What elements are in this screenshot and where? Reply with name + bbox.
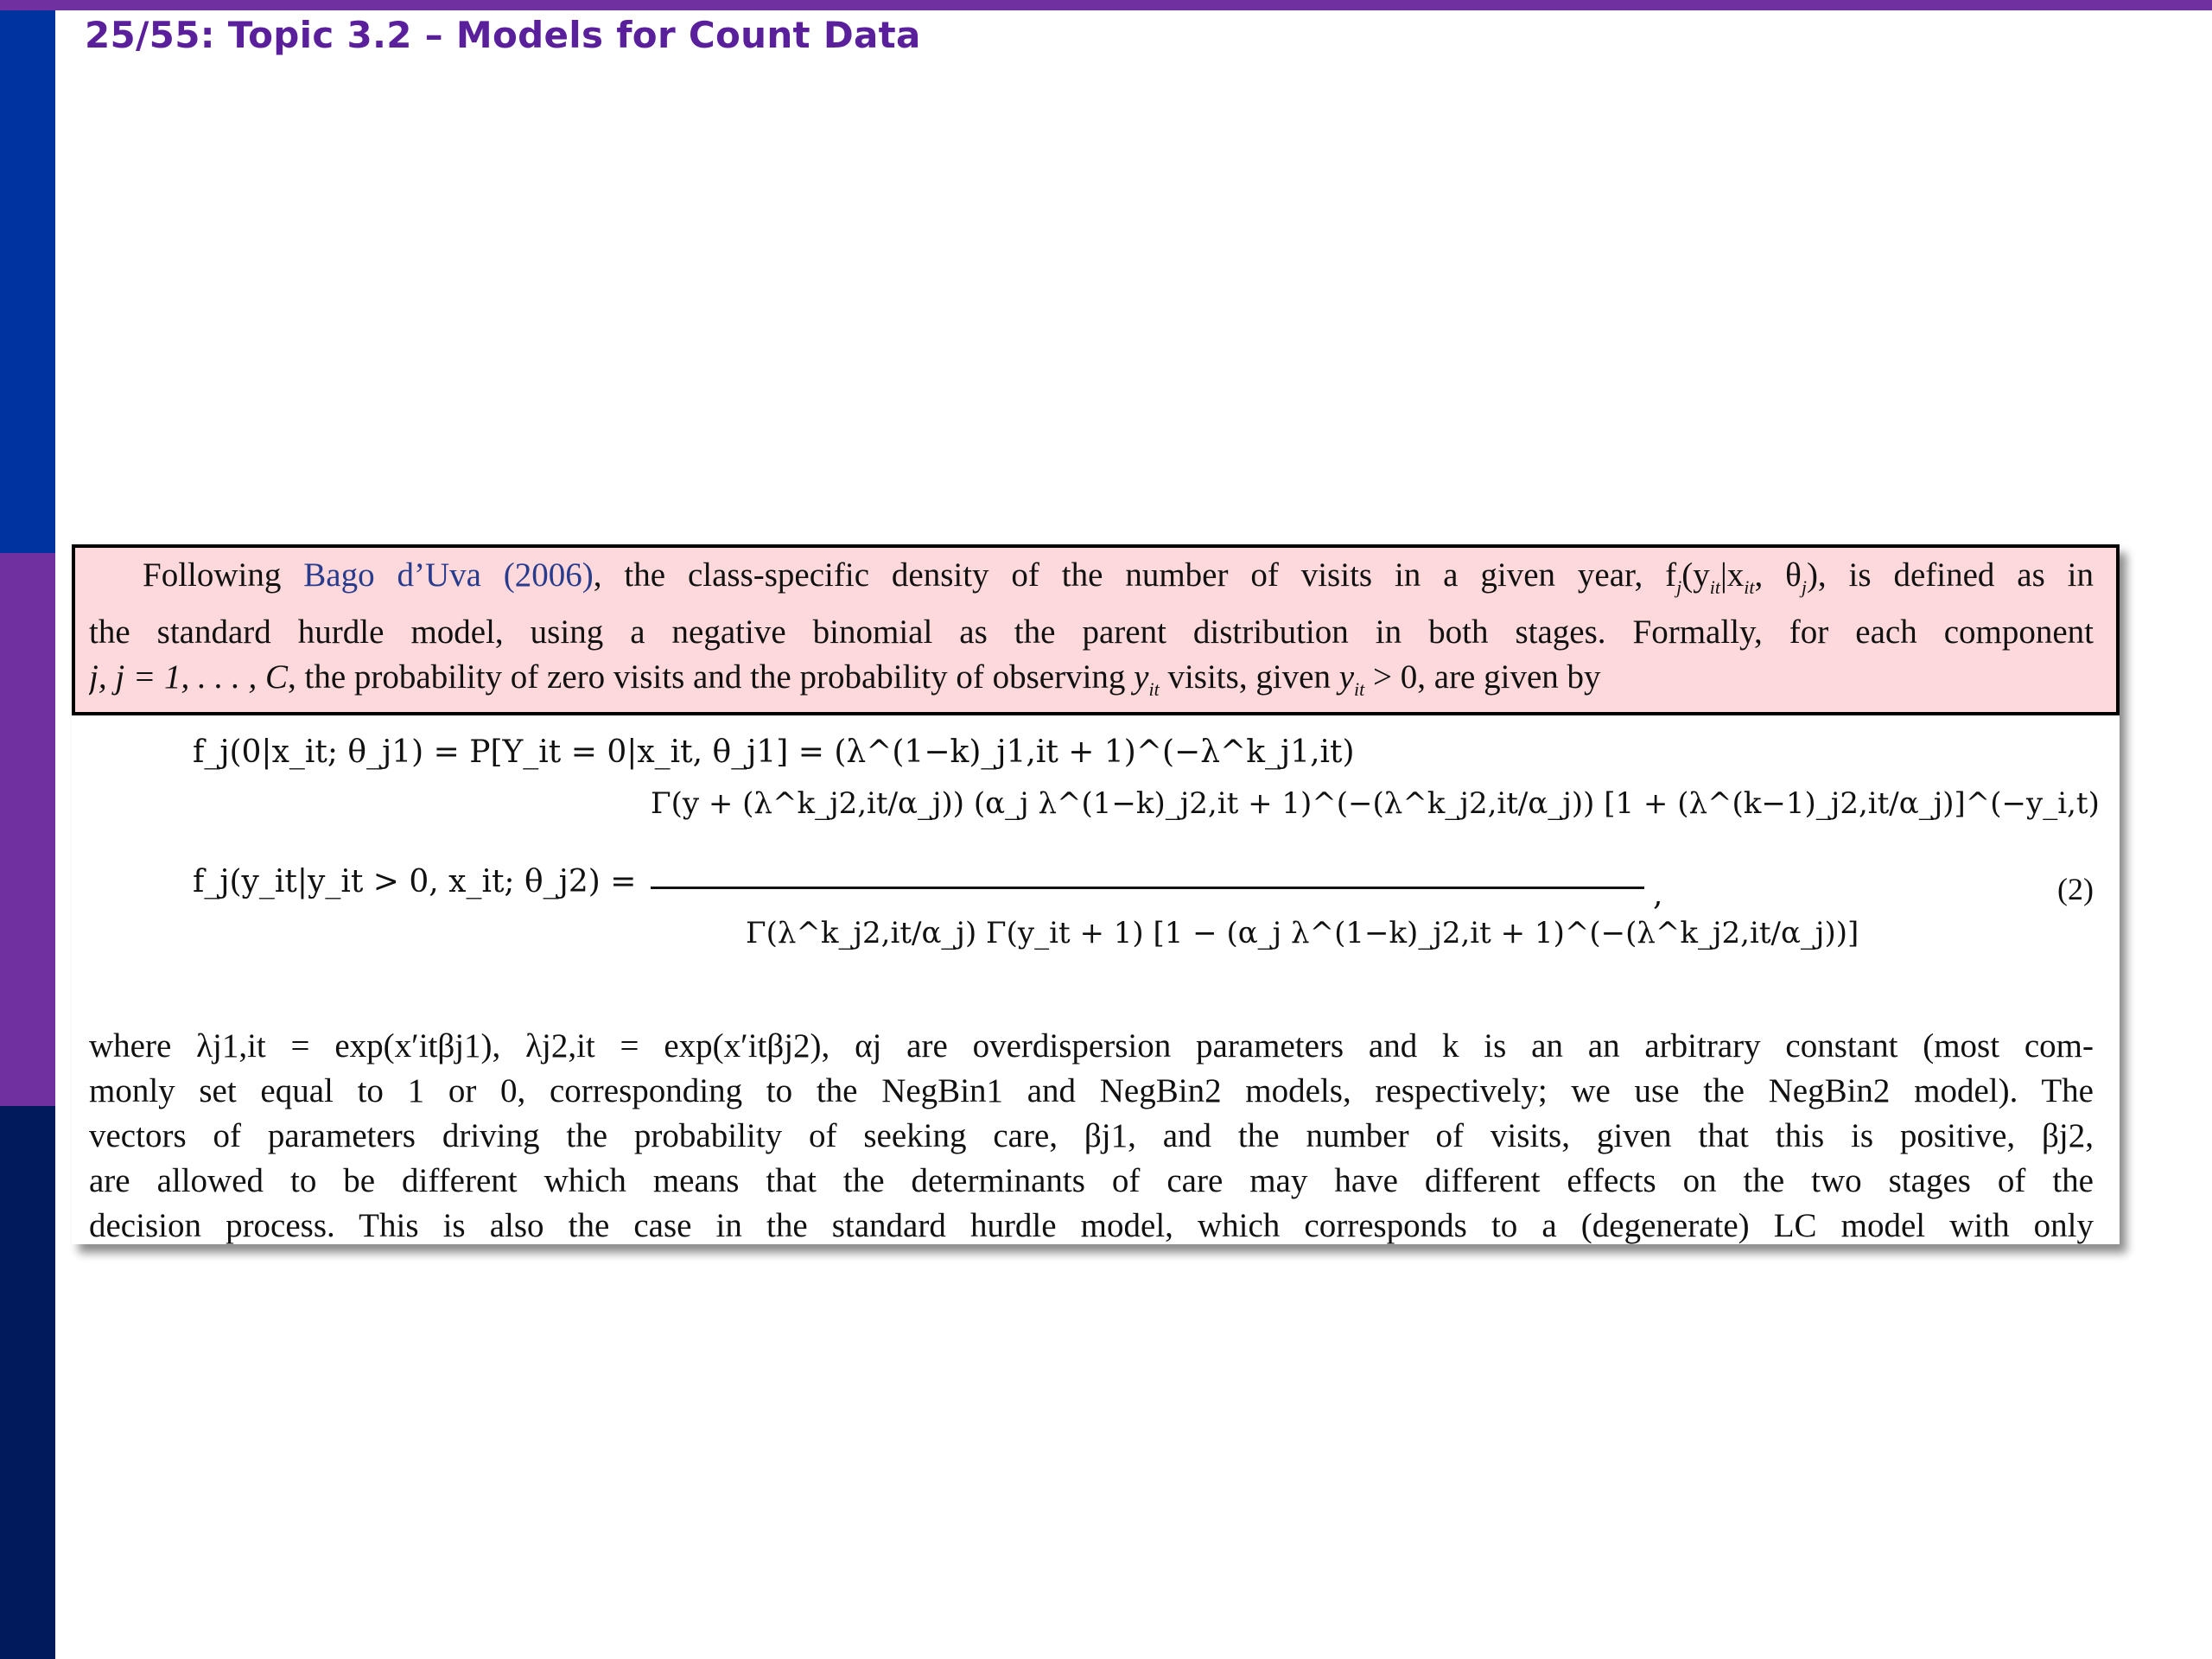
slide-title: 25/55: Topic 3.2 – Models for Count Data <box>85 14 921 56</box>
top-accent-bar <box>0 0 2212 10</box>
paragraph-2-line-5: decision process. This is also the case in the standard hurdle model, which corresponds to a (degenerate) LC model with only <box>89 1207 2094 1244</box>
citation-link[interactable]: Bago d’Uva (2006) <box>303 556 594 594</box>
fraction-bar <box>651 887 1644 889</box>
paragraph-2-line-2: monly set equal to 1 or 0, corresponding to the NegBin1 and NegBin2 models, respectively; we use the NegBin2 model). The <box>89 1072 2094 1109</box>
fraction-denominator: Γ(λ^k_j2,it/α_j) Γ(y_it + 1) [1 − (α_j λ^(1−k)_j2,it + 1)^(−(λ^k_j2,it/α_j))] <box>746 916 1859 950</box>
fraction-numerator: Γ(y + (λ^k_j2,it/α_j)) (α_j λ^(1−k)_j2,it + 1)^(−(λ^k_j2,it/α_j)) [1 + (λ^(k−1)_j2,it/α_j)]^(−y_i,t) <box>651 786 2100 821</box>
paragraph-2-line-4: are allowed to be different which means that the determinants of care may have different effects on the two stages of the <box>89 1162 2094 1199</box>
paragraph-1 <box>89 553 2094 712</box>
paragraph-1-line-3: j, j = 1, . . . , C, the probability of zero visits and the probability of observing $y_{it}$ visits, given $y_{it} > 0$, are given by <box>89 658 1601 700</box>
accent-bar-blue <box>0 0 55 553</box>
equation-block <box>193 717 2100 994</box>
left-accent-bar <box>0 0 55 1659</box>
paragraph-2 <box>89 1024 2094 1249</box>
accent-bar-purple <box>0 553 55 1106</box>
paper-excerpt <box>72 544 2120 1244</box>
equation-comma: , <box>1653 877 1663 912</box>
equation-positive-visits-lhs: f_j(y_it|y_it > 0, x_it; θ_j2) = <box>193 864 637 899</box>
paragraph-2-line-1: where λj1,it = exp(x′itβj1), λj2,it = exp(x′itβj2), αj are overdispersion parameters and k is an an arbitrary constant (most com- <box>89 1027 2094 1065</box>
paragraph-2-line-3: vectors of parameters driving the probability of seeking care, βj1, and the number of visits, given that this is positive, βj2, <box>89 1117 2094 1154</box>
accent-bar-navy <box>0 1106 55 1659</box>
paragraph-1-line-1: Following Bago d’Uva (2006), the class-specific density of the number of visits in a given year, $f_j(y_{it}|x_{it}$, $\theta_j$), is defined as in <box>143 556 2094 598</box>
equation-zero-visits: f_j(0|x_it; θ_j1) = P[Y_it = 0|x_it, θ_j1] = (λ^(1−k)_j1,it + 1)^(−λ^k_j1,it) <box>193 734 1355 770</box>
equation-number: (2) <box>2057 872 2094 906</box>
paragraph-1-line-2: the standard hurdle model, using a negative binomial as the parent distribution in both stages. Formally, for each component <box>89 613 2094 651</box>
